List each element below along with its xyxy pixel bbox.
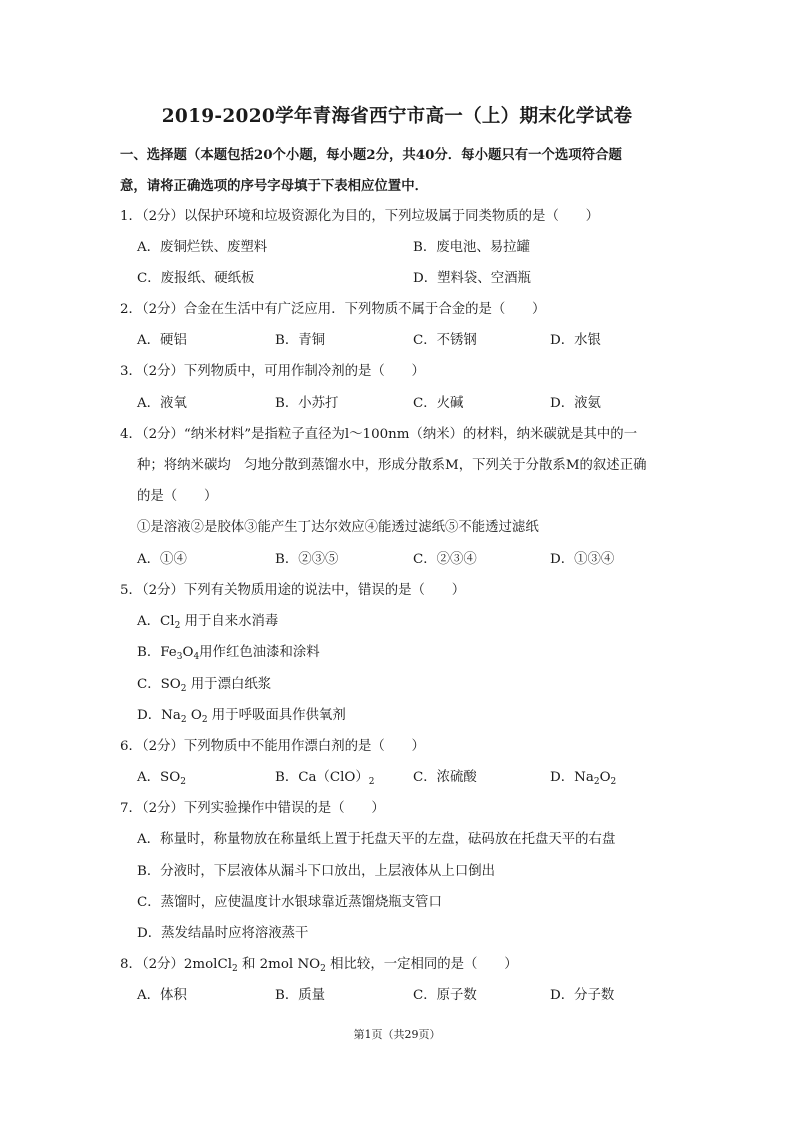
- section-heading-line-2: 意，请将正确选项的序号字母填于下表相应位置中．: [120, 178, 428, 194]
- question-3-option-a: A．液氧: [137, 396, 187, 411]
- question-2-option-c: C．不锈钢: [413, 333, 477, 348]
- question-3-option-d: D．液氨: [550, 396, 601, 411]
- question-2-option-b: B．青铜: [275, 333, 326, 348]
- page-footer: 第1页（共29页）: [353, 1028, 441, 1041]
- question-3-stem: 3．（2分）下列物质中，可用作制冷剂的是（ ）: [120, 364, 425, 379]
- question-1-stem: 1．（2分）以保护环境和垃圾资源化为目的，下列垃圾属于同类物质的是（ ）: [120, 209, 600, 224]
- question-8-option-d: D．分子数: [550, 988, 615, 1003]
- question-8-option-a: A．体积: [137, 988, 187, 1003]
- question-4-option-a: A．①④: [137, 552, 187, 567]
- question-5-option-a: A．$Cl_2$ 用于自来水消毒: [137, 614, 279, 631]
- question-6-stem: 6．（2分）下列物质中不能用作漂白剂的是（ ）: [120, 739, 425, 754]
- question-3-option-c: C．火碱: [413, 396, 464, 411]
- question-7-option-b: B．分液时，下层液体从漏斗下口放出，上层液体从上口倒出: [137, 864, 495, 879]
- question-5-option-c: C．$SO_2$ 用于漂白纸浆: [137, 677, 272, 694]
- question-8-stem: 8．（2分）2molCl$_2$ 和 2mol $NO_2$ 相比较，一定相同的是（ ）: [120, 957, 518, 974]
- question-8-option-b: B．质量: [275, 988, 326, 1003]
- question-6-option-b: B．$Ca(ClO)_2$: [275, 770, 375, 787]
- question-7-stem: 7．（2分）下列实验操作中错误的是（ ）: [120, 801, 385, 816]
- question-4-statements: ①是溶液②是胶体③能产生丁达尔效应④能透过滤纸⑤不能透过滤纸: [137, 520, 539, 535]
- question-2-stem: 2．（2分）合金在生活中有广泛应用．下列物质不属于合金的是（ ）: [120, 302, 546, 317]
- document-title: 2019-2020学年青海省西宁市高一（上）期末化学试卷: [161, 106, 633, 127]
- question-1-option-c: C．废报纸、硬纸板: [137, 271, 255, 286]
- question-1-option-b: B．废电池、易拉罐: [413, 240, 530, 255]
- question-3-option-b: B．小苏打: [275, 396, 339, 411]
- question-5-option-b: B．$Fe_3O_4$用作红色油漆和涂料: [137, 645, 320, 662]
- section-heading-line-1: 一、选择题（本题包括20个小题，每小题2分，共40分．每小题只有一个选项符合题: [120, 147, 622, 163]
- question-6-option-c: C．浓硫酸: [413, 770, 477, 785]
- question-4-option-b: B．②③⑤: [275, 552, 339, 567]
- question-4-stem-line-2: 种；将纳米碳均 匀地分散到蒸馏水中，形成分散系M，下列关于分散系M的叙述正确: [137, 458, 647, 473]
- question-6-option-a: A．$SO_2$: [137, 770, 186, 787]
- question-4-stem-line-1: 4．（2分）“纳米材料”是指粒子直径为l～100nm（纳米）的材料，纳米碳就是其中的一: [120, 427, 638, 442]
- question-2-option-a: A．硬铝: [137, 333, 187, 348]
- question-7-option-c: C．蒸馏时，应使温度计水银球靠近蒸馏烧瓶支管口: [137, 895, 442, 910]
- question-4-option-d: D．①③④: [550, 552, 615, 567]
- question-7-option-d: D．蒸发结晶时应将溶液蒸干: [137, 926, 309, 941]
- question-6-option-d: D．$Na_2O_2$: [550, 770, 617, 787]
- question-1-option-a: A．废铜烂铁、废塑料: [137, 240, 268, 255]
- question-7-option-a: A．称量时，称量物放在称量纸上置于托盘天平的左盘，砝码放在托盘天平的右盘: [137, 832, 616, 847]
- question-4-option-c: C．②③④: [413, 552, 477, 567]
- question-2-option-d: D．水银: [550, 333, 601, 348]
- question-5-option-d: D．$Na_2$ $O_2$ 用于呼吸面具作供氧剂: [137, 708, 346, 725]
- question-1-option-d: D．塑料袋、空酒瓶: [413, 271, 531, 286]
- question-8-option-c: C．原子数: [413, 988, 477, 1003]
- question-5-stem: 5．（2分）下列有关物质用途的说法中，错误的是（ ）: [120, 583, 466, 598]
- question-4-stem-line-3: 的是（ ）: [137, 489, 218, 504]
